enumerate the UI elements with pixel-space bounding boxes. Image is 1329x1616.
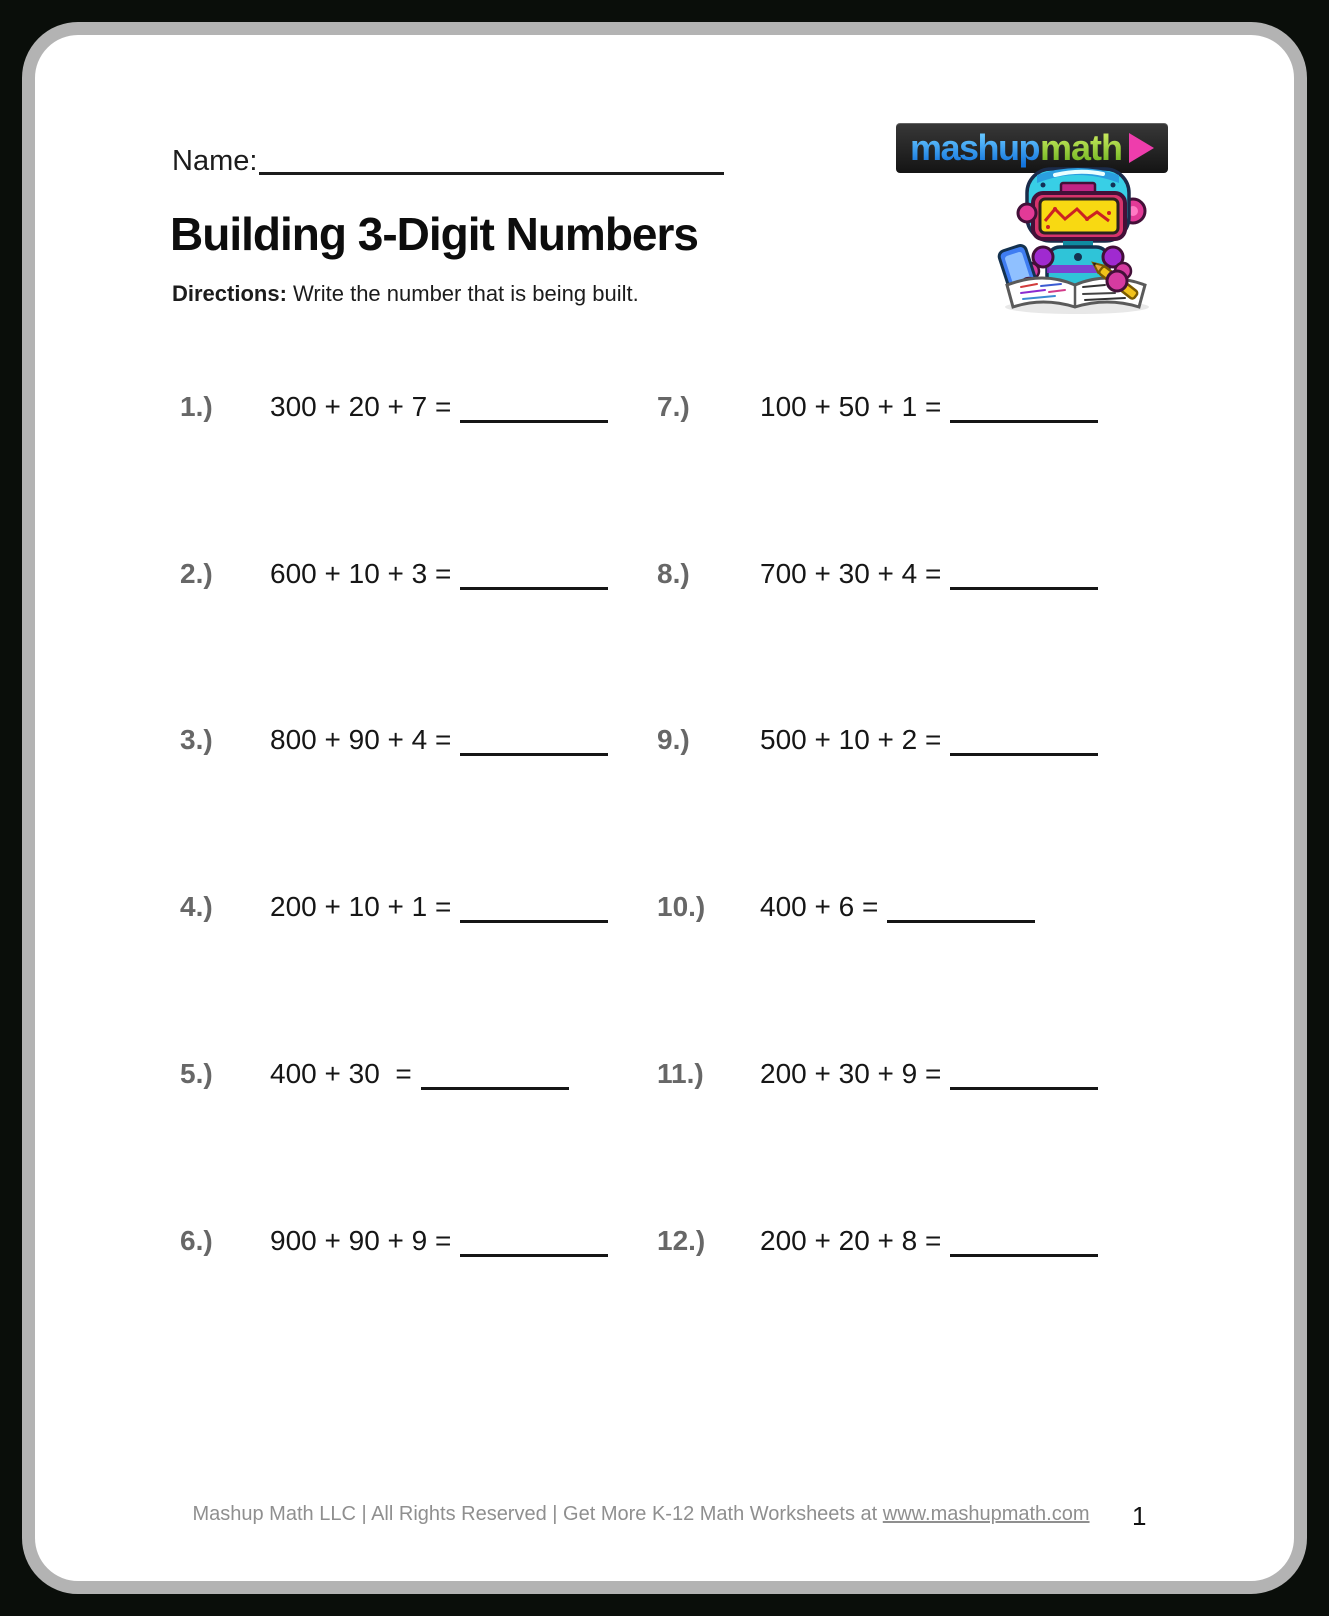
problem-5	[180, 1057, 569, 1096]
problem-row	[35, 390, 1294, 430]
problem-number: 7.)	[657, 391, 690, 422]
answer-blank	[950, 729, 1098, 756]
problem-number: 8.)	[657, 558, 690, 589]
page-number: 1	[1132, 1501, 1147, 1531]
problem-number: 1.)	[180, 391, 213, 422]
problem-expression: 400 + 30 =	[270, 1058, 412, 1089]
problem-number: 10.)	[657, 891, 706, 922]
answer-blank	[460, 896, 608, 923]
problem-expression: 800 + 90 + 4 =	[270, 724, 452, 755]
answer-blank	[950, 1230, 1098, 1257]
problem-10	[657, 890, 1035, 929]
problem-number: 3.)	[180, 724, 213, 755]
problem-expression: 400 + 6 =	[760, 891, 879, 922]
problem-1	[180, 390, 608, 429]
problem-expression: 200 + 30 + 9 =	[760, 1058, 942, 1089]
logo-word-math: math	[1040, 127, 1123, 168]
footer-text: Mashup Math LLC | All Rights Reserved | Get More K-12 Math Worksheets at	[192, 1503, 883, 1525]
name-label: Name:	[172, 145, 258, 177]
answer-blank	[950, 1063, 1098, 1090]
answer-blank	[887, 896, 1035, 923]
problem-9	[657, 723, 1098, 762]
logo-word-mashup: mashup	[909, 127, 1039, 168]
footer	[35, 1503, 1247, 1526]
problem-11	[657, 1057, 1098, 1096]
answer-blank	[460, 729, 608, 756]
answer-blank	[460, 1230, 608, 1257]
problem-expression: 500 + 10 + 2 =	[760, 724, 942, 755]
problem-expression: 600 + 10 + 3 =	[270, 558, 452, 589]
problem-expression: 300 + 20 + 7 =	[270, 391, 452, 422]
problem-2	[180, 557, 608, 596]
problem-row	[35, 1224, 1294, 1264]
problem-6	[180, 1224, 608, 1263]
play-triangle-icon	[1129, 133, 1154, 163]
footer-link[interactable]: www.mashupmath.com	[882, 1503, 1090, 1525]
directions-text: Write the number that is being built.	[286, 281, 639, 306]
robot-writing-illustration	[985, 165, 1165, 317]
answer-blank	[950, 563, 1098, 590]
problem-expression: 100 + 50 + 1 =	[760, 391, 942, 422]
problem-number: 6.)	[180, 1225, 213, 1256]
problem-number: 2.)	[180, 558, 213, 589]
problem-expression: 200 + 10 + 1 =	[270, 891, 452, 922]
problem-7	[657, 390, 1098, 429]
problem-row	[35, 723, 1294, 763]
problem-row	[35, 1057, 1294, 1097]
worksheet-page	[22, 22, 1307, 1594]
problem-number: 4.)	[180, 891, 213, 922]
answer-blank	[950, 396, 1098, 423]
directions-label: Directions:	[172, 281, 287, 306]
problem-expression: 200 + 20 + 8 =	[760, 1225, 942, 1256]
answer-blank	[421, 1063, 569, 1090]
problem-number: 9.)	[657, 724, 690, 755]
problem-expression: 900 + 90 + 9 =	[270, 1225, 452, 1256]
directions	[172, 281, 639, 307]
answer-blank	[460, 396, 608, 423]
problem-row	[35, 557, 1294, 597]
problem-number: 12.)	[657, 1225, 706, 1256]
problem-3	[180, 723, 608, 762]
problem-number: 11.)	[657, 1058, 704, 1089]
problem-expression: 700 + 30 + 4 =	[760, 558, 942, 589]
problem-row	[35, 890, 1294, 930]
problem-4	[180, 890, 608, 929]
worksheet-title: Building 3-Digit Numbers	[170, 208, 698, 260]
answer-blank	[460, 563, 608, 590]
name-blank-line	[259, 172, 724, 175]
problem-number: 5.)	[180, 1058, 213, 1089]
problem-12	[657, 1224, 1098, 1263]
problem-8	[657, 557, 1098, 596]
